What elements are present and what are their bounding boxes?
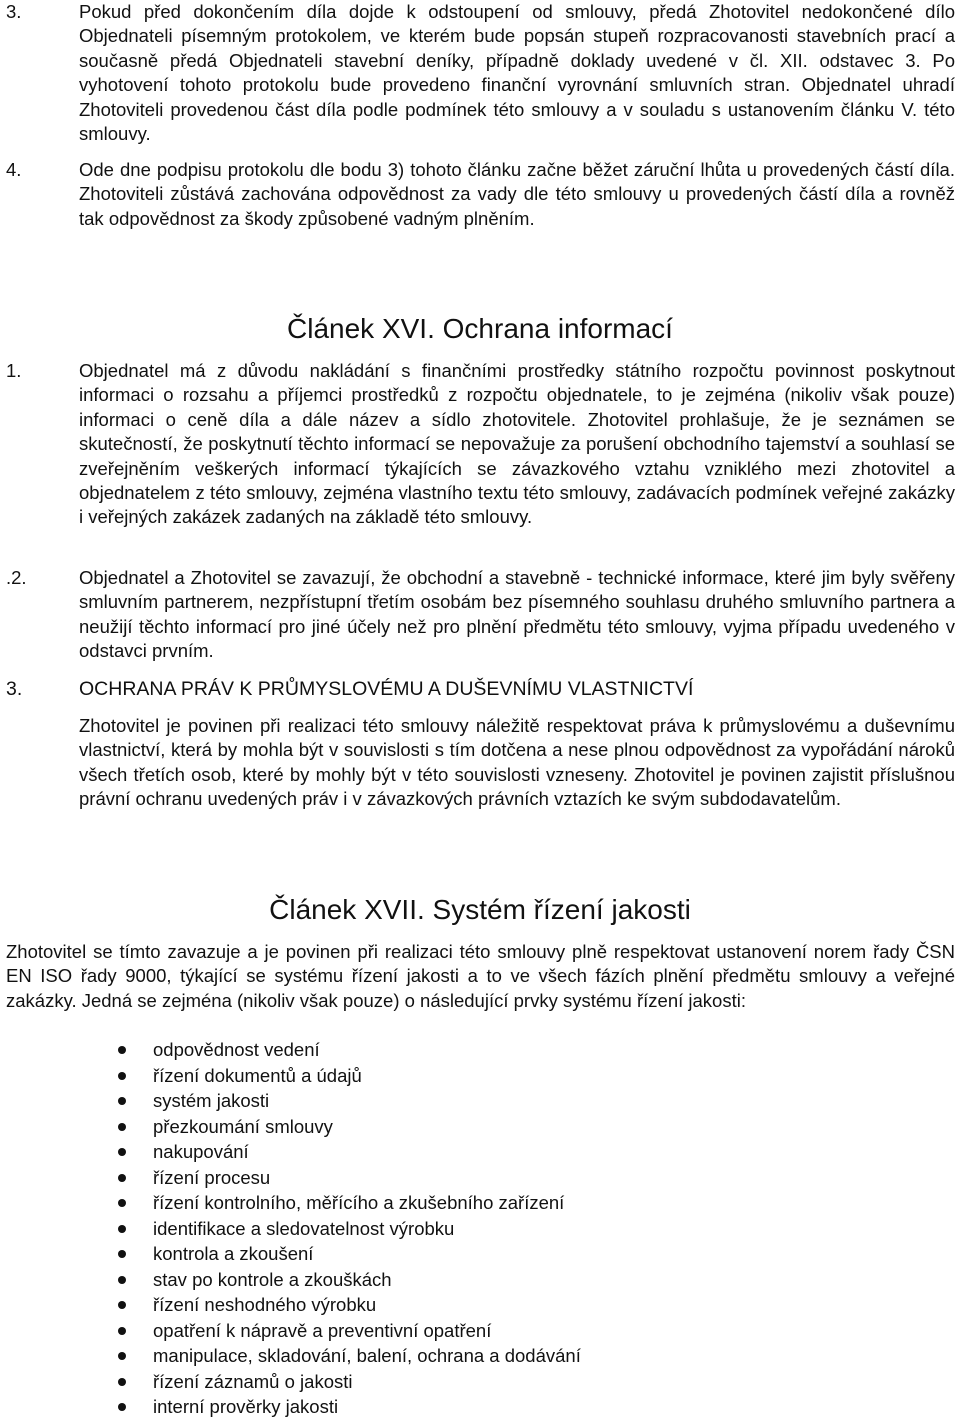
clause-number: 3. xyxy=(6,1,22,22)
list-item: stav po kontrole a zkouškách xyxy=(0,1267,581,1293)
article-xvi-title: Článek XVI. Ochrana informací xyxy=(287,313,673,344)
bullet-icon xyxy=(118,1352,126,1360)
list-item: řízení kontrolního, měřícího a zkušebního zařízení xyxy=(0,1190,581,1216)
quality-elements-list xyxy=(0,1037,581,1420)
item-text: OCHRANA PRÁV K PRŮMYSLOVÉMU A DUŠEVNÍMU VLASTNICTVÍ xyxy=(79,678,694,700)
bullet-icon xyxy=(118,1046,126,1054)
bullet-icon xyxy=(118,1123,126,1131)
bullet-icon xyxy=(118,1276,126,1284)
bullet-icon xyxy=(118,1250,126,1258)
item-text: Objednatel a Zhotovitel se zavazují, že obchodní a stavebně - technické informace, které jim byly svěřeny smluvním partnerem, nezpřístupní třetím osobám bez písemného souhlasu druhého smluvního partnera a neužijí těchto informací pro jiné účely než pro plnění předmětu této smlouvy, vyjma případu uvedeného v odstavci prvním. xyxy=(79,567,955,662)
list-item: kontrola a zkoušení xyxy=(0,1241,581,1267)
ip-paragraph xyxy=(6,714,955,812)
list-item: interní prověrky jakosti xyxy=(0,1394,581,1420)
list-item: manipulace, skladování, balení, ochrana a dodávání xyxy=(0,1343,581,1369)
list-item: řízení záznamů o jakosti xyxy=(0,1369,581,1395)
item-number: 1. xyxy=(6,360,22,381)
bullet-icon xyxy=(118,1378,126,1386)
list-item: identifikace a sledovatelnost výrobku xyxy=(0,1216,581,1242)
bullet-icon xyxy=(118,1199,126,1207)
ip-paragraph-text: Zhotovitel je povinen při realizaci této smlouvy náležitě respektovat práva k průmyslovému a duševnímu vlastnictví, která by mohla být v souvislosti s tím dotčena a nese plnou odpovědnost za vypořádání nároků všech třetích osob, které by mohly být v této souvislosti vzneseny. Zhotovitel je povinen zajistit příslušnou právní ochranu uvedených práv i v závazkových právních vztazích ke svým subdodavatelům. xyxy=(79,715,955,810)
list-item: přezkoumání smlouvy xyxy=(0,1114,581,1140)
list-item: odpovědnost vedení xyxy=(0,1037,581,1063)
bullet-icon xyxy=(118,1301,126,1309)
article-xvii-title: Článek XVII. Systém řízení jakosti xyxy=(269,894,691,925)
clause-4 xyxy=(6,158,955,231)
list-item: řízení procesu xyxy=(0,1165,581,1191)
clause-3 xyxy=(6,0,955,146)
list-item: systém jakosti xyxy=(0,1088,581,1114)
item-text: Objednatel má z důvodu nakládání s finančními prostředky státního rozpočtu povinnost poskytnout informaci o rozsahu a příjemci prostředků z rozpočtu objednatele, to je zejména (nikoliv však pouze) informaci o ceně díla a dále název a sídlo zhotovitele. Zhotovitel prohlašuje, že je seznámen se skutečností, že poskytnutí těchto informací se nepovažuje za porušení obchodního tajemství a souhlasí se zveřejněním veškerých informací týkajících se závazkového vztahu vzniklého mezi zhotovitel a objednatelem z této smlouvy, zejména vlastního textu této smlouvy, zadávacích podmínek veřejné zakázky i veřejných zakázek zadaných na základě této smlouvy. xyxy=(79,360,955,528)
clause-text: Ode dne podpisu protokolu dle bodu 3) tohoto článku začne běžet záruční lhůta u provedených částí díla. Zhotoviteli zůstává zachována odpovědnost za vady dle této smlouvy u provedených částí díla a rovněž tak odpovědnost za škody způsobené vadným plněním. xyxy=(79,159,955,229)
list-item: řízení neshodného výrobku xyxy=(0,1292,581,1318)
list-item: řízení dokumentů a údajů xyxy=(0,1063,581,1089)
item-number: 3. xyxy=(6,678,23,700)
article-xvi-item-2 xyxy=(6,566,955,664)
bullet-icon xyxy=(118,1097,126,1105)
bullet-icon xyxy=(118,1403,126,1411)
article-xvi-item-1 xyxy=(6,359,955,530)
list-item: opatření k nápravě a preventivní opatření xyxy=(0,1318,581,1344)
bullet-icon xyxy=(118,1174,126,1182)
bullet-icon xyxy=(118,1225,126,1233)
clause-text: Pokud před dokončením díla dojde k odstoupení od smlouvy, předá Zhotovitel nedokončené dílo Objednateli písemným protokolem, ve kterém bude popsán stupeň rozpracovanosti stavebních prací a současně předá Objednateli stavební deníky, případně doklady uvedené v čl. XII. odstavec 3. Po vyhotovení tohoto protokolu bude provedeno finanční vyrovnání smluvních stran. Objednatel uhradí Zhotoviteli provedenou část díla podle podmínek této smlouvy a v souladu s ustanovením článku V. této smlouvy. xyxy=(79,1,955,145)
bullet-icon xyxy=(118,1072,126,1080)
item-number: .2. xyxy=(6,567,27,588)
article-xvii-intro: Zhotovitel se tímto zavazuje a je povinen při realizaci této smlouvy plně respektovat ustanovení norem řady ČSN EN ISO řady 9000, týkající se systému řízení jakosti a to ve všech fázích plnění předmětu smlouvy a veřejné zakázky. Jedná se zejména (nikoliv však pouze) o následující prvky systému řízení jakosti: xyxy=(6,941,955,1011)
article-xvi-item-3-heading xyxy=(6,677,955,701)
bullet-icon xyxy=(118,1327,126,1335)
list-item: nakupování xyxy=(0,1139,581,1165)
bullet-icon xyxy=(118,1148,126,1156)
clause-number: 4. xyxy=(6,159,22,180)
